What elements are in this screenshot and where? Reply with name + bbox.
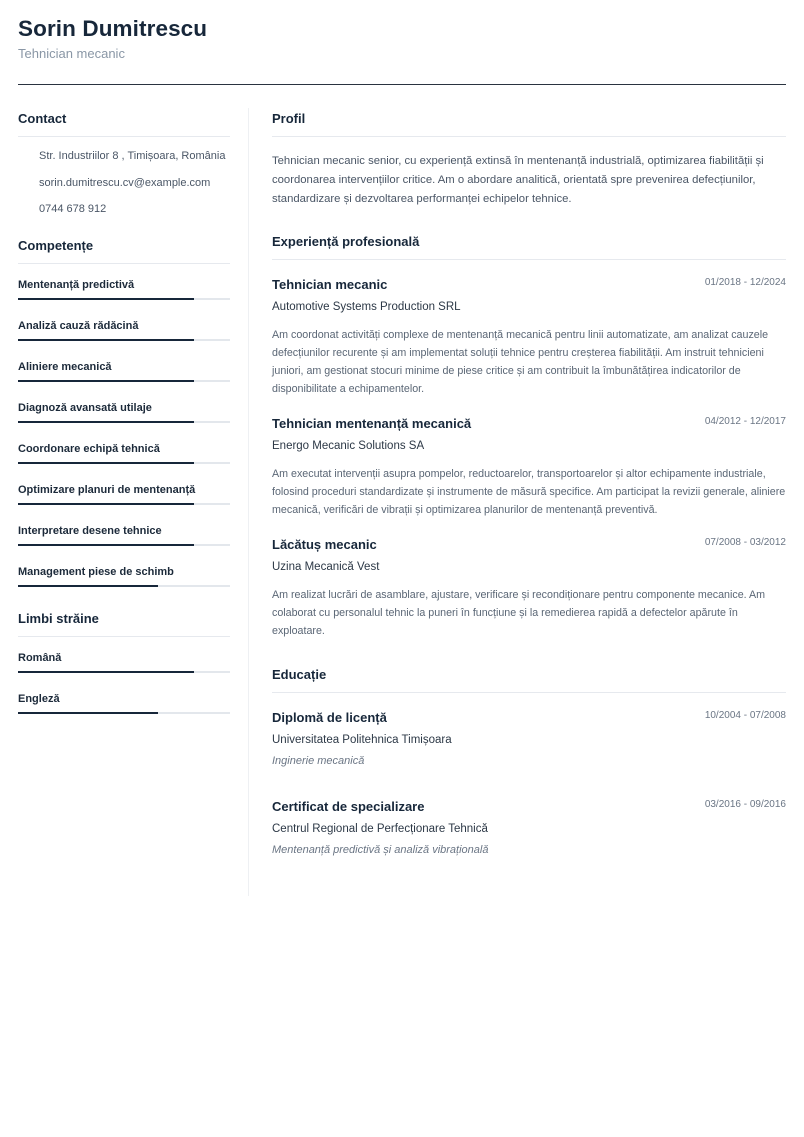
- contact-email[interactable]: sorin.dumitrescu.cv@example.com: [39, 176, 211, 189]
- education-section: [272, 666, 786, 857]
- candidate-job-title: Tehnician mecanic: [18, 46, 125, 61]
- skill-item: [18, 278, 230, 319]
- skill-label: Management piese de schimb: [18, 566, 174, 578]
- skill-level-fill: [18, 339, 194, 341]
- experience-title: Experiență profesională: [272, 233, 786, 260]
- skill-item: [18, 442, 230, 483]
- skill-label: Coordonare echipă tehnică: [18, 443, 160, 455]
- skill-level-fill: [18, 503, 194, 505]
- contact-section: [18, 110, 230, 216]
- experience-company: Uzina Mecanică Vest: [272, 561, 380, 573]
- experience-entry: [272, 536, 786, 640]
- skill-level-fill: [18, 544, 194, 546]
- profile-section: [272, 110, 786, 209]
- education-field: Inginerie mecanică: [272, 755, 365, 767]
- languages-title: Limbi străine: [18, 610, 230, 637]
- skill-level-track: [18, 298, 230, 300]
- languages-list: [18, 651, 230, 733]
- skills-section: [18, 237, 230, 606]
- experience-description: Am executat intervenții asupra pompelor, reductoarelor, transportoarelor și altor echipamente industriale, folosind proceduri standardizate și instrumente de măsură specifice. Am participat la revizii generale, aliniere mecanică, verificări de vibrații și optimizarea planurilor de mentenanță preventivă.: [272, 468, 786, 516]
- skill-item: [18, 524, 230, 565]
- language-item: [18, 692, 230, 733]
- education-degree: Diplomă de licență: [272, 710, 387, 725]
- skill-label: Aliniere mecanică: [18, 361, 112, 373]
- candidate-name: Sorin Dumitrescu: [18, 16, 208, 41]
- skill-label: Diagnoză avansată utilaje: [18, 402, 152, 414]
- experience-date: 01/2018 - 12/2024: [704, 277, 786, 288]
- experience-job-title: Tehnician mecanic: [272, 277, 388, 292]
- contact-address: Str. Industriilor 8 , Timișoara, România: [39, 150, 226, 162]
- language-item: [18, 651, 230, 692]
- skill-label: Mentenanță predictivă: [18, 279, 135, 291]
- experience-description: Am realizat lucrări de asamblare, ajustare, verificare și recondiționare pentru componente mecanice. Am colaborat cu personalul tehnic la puneri în funcțiune și la remedierea rapidă a defectelor apărute în exploatare.: [272, 589, 766, 637]
- experience-job-title: Tehnician mentenanță mecanică: [272, 416, 472, 431]
- skill-level-fill: [18, 298, 194, 300]
- skill-level-fill: [18, 380, 194, 382]
- experience-description: Am coordonat activități complexe de mentenanță mecanică pentru linii automatizate, am analizat cauzele defecțiunilor recurente și am implementat soluții tehnice pentru creșterea fiabilității. Am instruit tehnicieni juniori, am gestionat stocuri minime de piese critice și am contribuit la îmbunătățirea indicatorilor de disponibilitate a echipamentelor.: [272, 329, 769, 395]
- experience-job-title: Lăcătuș mecanic: [272, 537, 377, 552]
- language-label: Engleză: [18, 693, 60, 705]
- education-entry: [272, 798, 786, 857]
- skill-level-track: [18, 339, 230, 341]
- skill-level-fill: [18, 671, 194, 673]
- skill-level-fill: [18, 462, 194, 464]
- experience-company: Automotive Systems Production SRL: [272, 301, 461, 313]
- education-date: 03/2016 - 09/2016: [704, 799, 786, 810]
- skills-title: Competențe: [18, 237, 230, 264]
- skill-level-track: [18, 503, 230, 505]
- experience-entry: [272, 415, 786, 519]
- contact-phone: 0744 678 912: [39, 203, 107, 215]
- skill-label: Optimizare planuri de mentenanță: [18, 484, 196, 496]
- education-date: 10/2004 - 07/2008: [704, 710, 786, 721]
- education-title: Educație: [272, 666, 786, 693]
- skill-level-fill: [18, 712, 158, 714]
- skill-level-track: [18, 671, 230, 673]
- skill-label: Interpretare desene tehnice: [18, 525, 162, 537]
- skills-list: [18, 278, 230, 606]
- sidebar: [18, 110, 230, 733]
- education-field: Mentenanță predictivă și analiză vibrațională: [272, 844, 489, 856]
- experience-date: 04/2012 - 12/2017: [704, 416, 786, 427]
- experience-section: [272, 233, 786, 640]
- experience-company: Energo Mecanic Solutions SA: [272, 440, 425, 452]
- skill-item: [18, 360, 230, 401]
- skill-label: Analiză cauză rădăcină: [18, 320, 139, 332]
- skill-level-track: [18, 544, 230, 546]
- skill-level-track: [18, 712, 230, 714]
- education-institution: Centrul Regional de Perfecționare Tehnică: [272, 823, 488, 835]
- skill-level-fill: [18, 421, 194, 423]
- resume-header: [18, 14, 786, 62]
- skill-level-track: [18, 421, 230, 423]
- education-degree: Certificat de specializare: [272, 799, 425, 814]
- education-entry: [272, 709, 786, 768]
- experience-date: 07/2008 - 03/2012: [704, 537, 786, 548]
- skill-level-track: [18, 585, 230, 587]
- skill-item: [18, 565, 230, 606]
- skill-item: [18, 483, 230, 524]
- contact-title: Contact: [18, 110, 230, 137]
- experience-entry: [272, 276, 786, 398]
- profile-text: Tehnician mecanic senior, cu experiență extinsă în mentenanță industrială, optimizarea fiabilității și coordonarea intervențiilor critice. Am o abordare analitică, orientată spre prevenirea defecțiunilor, standardizare și dezvoltarea performanței echipelor tehnice.: [272, 155, 764, 205]
- education-institution: Universitatea Politehnica Timișoara: [272, 734, 452, 746]
- languages-section: [18, 610, 230, 733]
- skill-item: [18, 401, 230, 442]
- language-label: Română: [18, 652, 62, 664]
- main-content: [272, 110, 786, 857]
- skill-level-track: [18, 380, 230, 382]
- profile-title: Profil: [272, 110, 786, 137]
- skill-level-fill: [18, 585, 158, 587]
- header-divider: [18, 84, 786, 85]
- skill-level-track: [18, 462, 230, 464]
- skill-item: [18, 319, 230, 360]
- contact-list: [18, 149, 230, 216]
- column-divider: [248, 108, 249, 896]
